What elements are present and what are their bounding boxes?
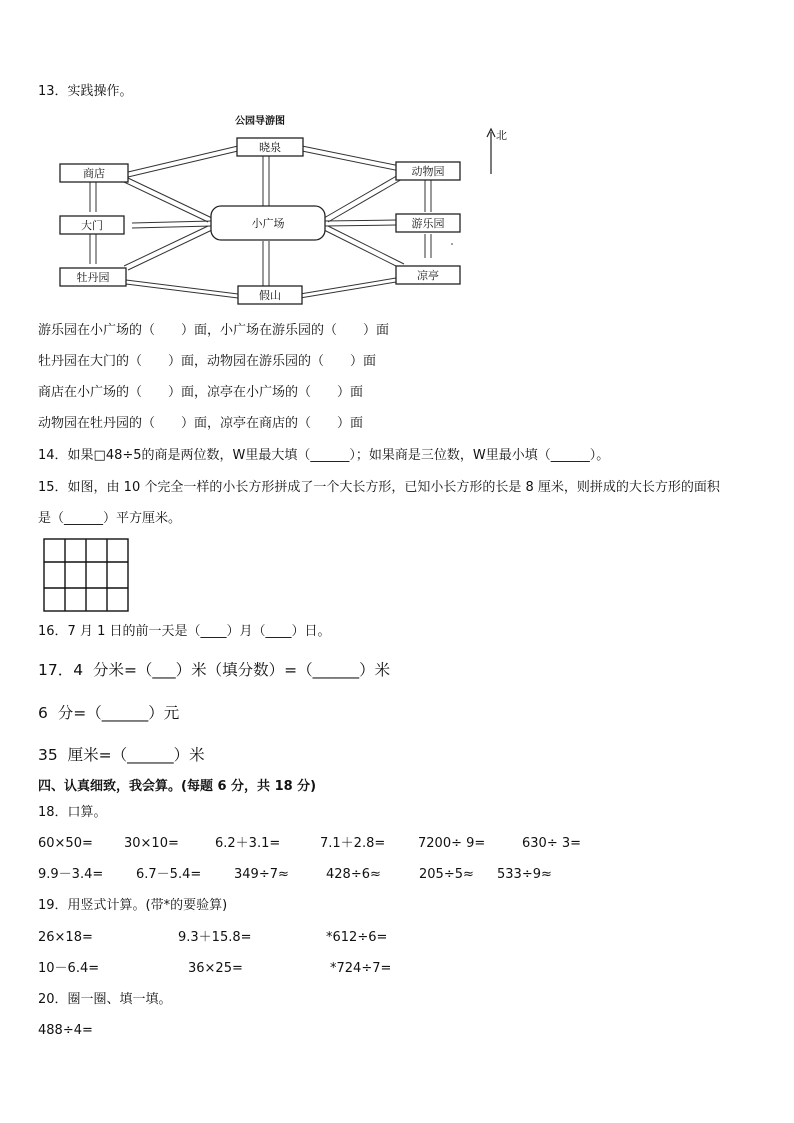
q18-item: 533÷9≈ [497,867,552,882]
map-node-peony: 牡丹园 [76,271,110,284]
rectangle-tiling-figure [43,538,129,612]
q13-line-1: 游乐园在小广场的（ ）面，小广场在游乐园的（ ）面 [38,323,390,338]
q19-item: 26×18= [38,930,93,945]
q17-line-1: 17．4 分米=（___）米（填分数）=（______）米 [38,661,391,679]
q18-item: 60×50= [38,836,93,851]
map-node-playground: 游乐园 [411,217,445,230]
q19-item: *724÷7= [330,961,392,976]
q13-line-3: 商店在小广场的（ ）面，凉亭在小广场的（ ）面 [38,385,364,400]
q17-line-3: 35 厘米=（______）米 [38,746,205,764]
map-node-rockery: 假山 [259,289,281,302]
q19-item: 36×25= [188,961,243,976]
q18-item: 6.2＋3.1= [215,836,281,851]
q15-line-2: 是（______）平方厘米。 [38,511,182,526]
map-heading: 公园导游图 [235,116,285,127]
north-label: 北 [496,129,507,142]
q18-title: 18．口算。 [38,805,107,820]
q18-item: 30×10= [124,836,179,851]
q18-item: 349÷7≈ [234,867,289,882]
q13-title: 13．实践操作。 [38,84,133,99]
map-node-zoo: 动物园 [411,165,445,178]
q18-item: 630÷ 3= [522,836,582,851]
map-node-pavilion: 凉亭 [417,269,439,282]
q19-item: 9.3＋15.8= [178,930,252,945]
q19-item: *612÷6= [326,930,388,945]
park-map [40,108,480,308]
q18-item: 428÷6≈ [326,867,381,882]
section-4-heading: 四、认真细致，我会算。(每题 6 分，共 18 分) [38,779,317,794]
q18-item: 6.7－5.4= [136,867,202,882]
q16: 16．7 月 1 日的前一天是（____）月（____）日。 [38,624,331,639]
map-node-gate: 大门 [81,219,103,232]
map-node-square: 小广场 [251,217,285,230]
q18-item: 205÷5≈ [419,867,474,882]
q19-item: 10－6.4= [38,961,100,976]
q13-line-4: 动物园在牡丹园的（ ）面，凉亭在商店的（ ）面 [38,416,364,431]
q18-item: 7200÷ 9= [418,836,486,851]
q14: 14．如果□48÷5的商是两位数，W里最大填（______）；如果商是三位数，W里最小填（______）。 [38,448,610,463]
map-node-shop: 商店 [83,167,105,180]
q18-item: 7.1＋2.8= [320,836,386,851]
q19-title: 19．用竖式计算。(带*的要验算) [38,898,228,913]
q13-line-2: 牡丹园在大门的（ ）面，动物园在游乐园的（ ）面 [38,354,377,369]
q18-item: 9.9－3.4= [38,867,104,882]
q20-expr: 488÷4= [38,1023,93,1038]
map-node-spring: 晓泉 [259,141,281,154]
q15-line-1: 15．如图，由 10 个完全一样的小长方形拼成了一个大长方形，已知小长方形的长是 8 厘米，则拼成的大长方形的面积 [38,480,720,495]
q20-title: 20．圈一圈、填一填。 [38,992,172,1007]
q17-line-2: 6 分=（______）元 [38,704,180,722]
